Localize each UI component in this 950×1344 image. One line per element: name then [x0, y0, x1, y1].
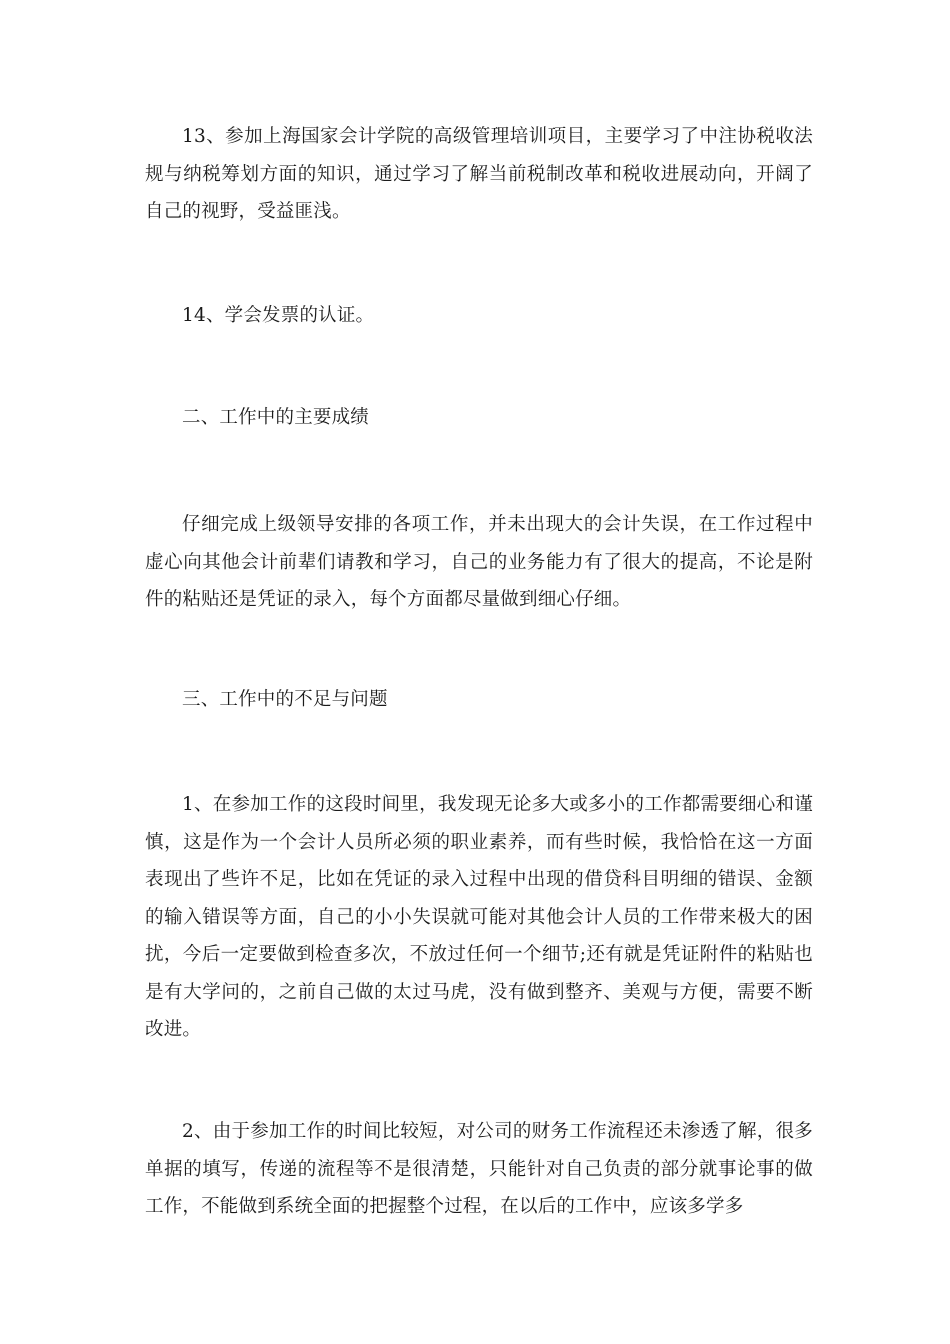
- section-heading-issues: 三、工作中的不足与问题: [182, 689, 388, 710]
- section-heading-achievements: 二、工作中的主要成绩: [182, 407, 370, 428]
- paragraph-issue-1: 1、在参加工作的这段时间里，我发现无论多大或多小的工作都需要细心和谨慎，这是作为一个会计人员所必须的职业素养，而有些时候，我恰恰在这一方面表现出了些许不足，比如在凭证的录入过程中出现的借贷科目明细的错误、金额的输入错误等方面，自己的小小失误就可能对其他会计人员的工作带来极大的困扰，今后一定要做到检查多次，不放过任何一个细节;还有就是凭证附件的粘贴也是有大学问的，之前自己做的太过马虎，没有做到整齐、美观与方便，需要不断改进。: [145, 794, 813, 1040]
- paragraph-issue-2: 2、由于参加工作的时间比较短，对公司的财务工作流程还未渗透了解，很多单据的填写，传递的流程等不是很清楚，只能针对自己负责的部分就事论事的做工作，不能做到系统全面的把握整个过程，在以后的工作中，应该多学多: [145, 1121, 813, 1217]
- paragraph-item-13: 13、参加上海国家会计学院的高级管理培训项目，主要学习了中注协税收法规与纳税筹划方面的知识，通过学习了解当前税制改革和税收进展动向，开阔了自己的视野，受益匪浅。: [145, 126, 813, 222]
- paragraph-item-14: 14、学会发票的认证。: [182, 305, 375, 326]
- paragraph-achievements: 仔细完成上级领导安排的各项工作，并未出现大的会计失误，在工作过程中虚心向其他会计前辈们请教和学习，自己的业务能力有了很大的提高，不论是附件的粘贴还是凭证的录入，每个方面都尽量做到细心仔细。: [145, 514, 813, 610]
